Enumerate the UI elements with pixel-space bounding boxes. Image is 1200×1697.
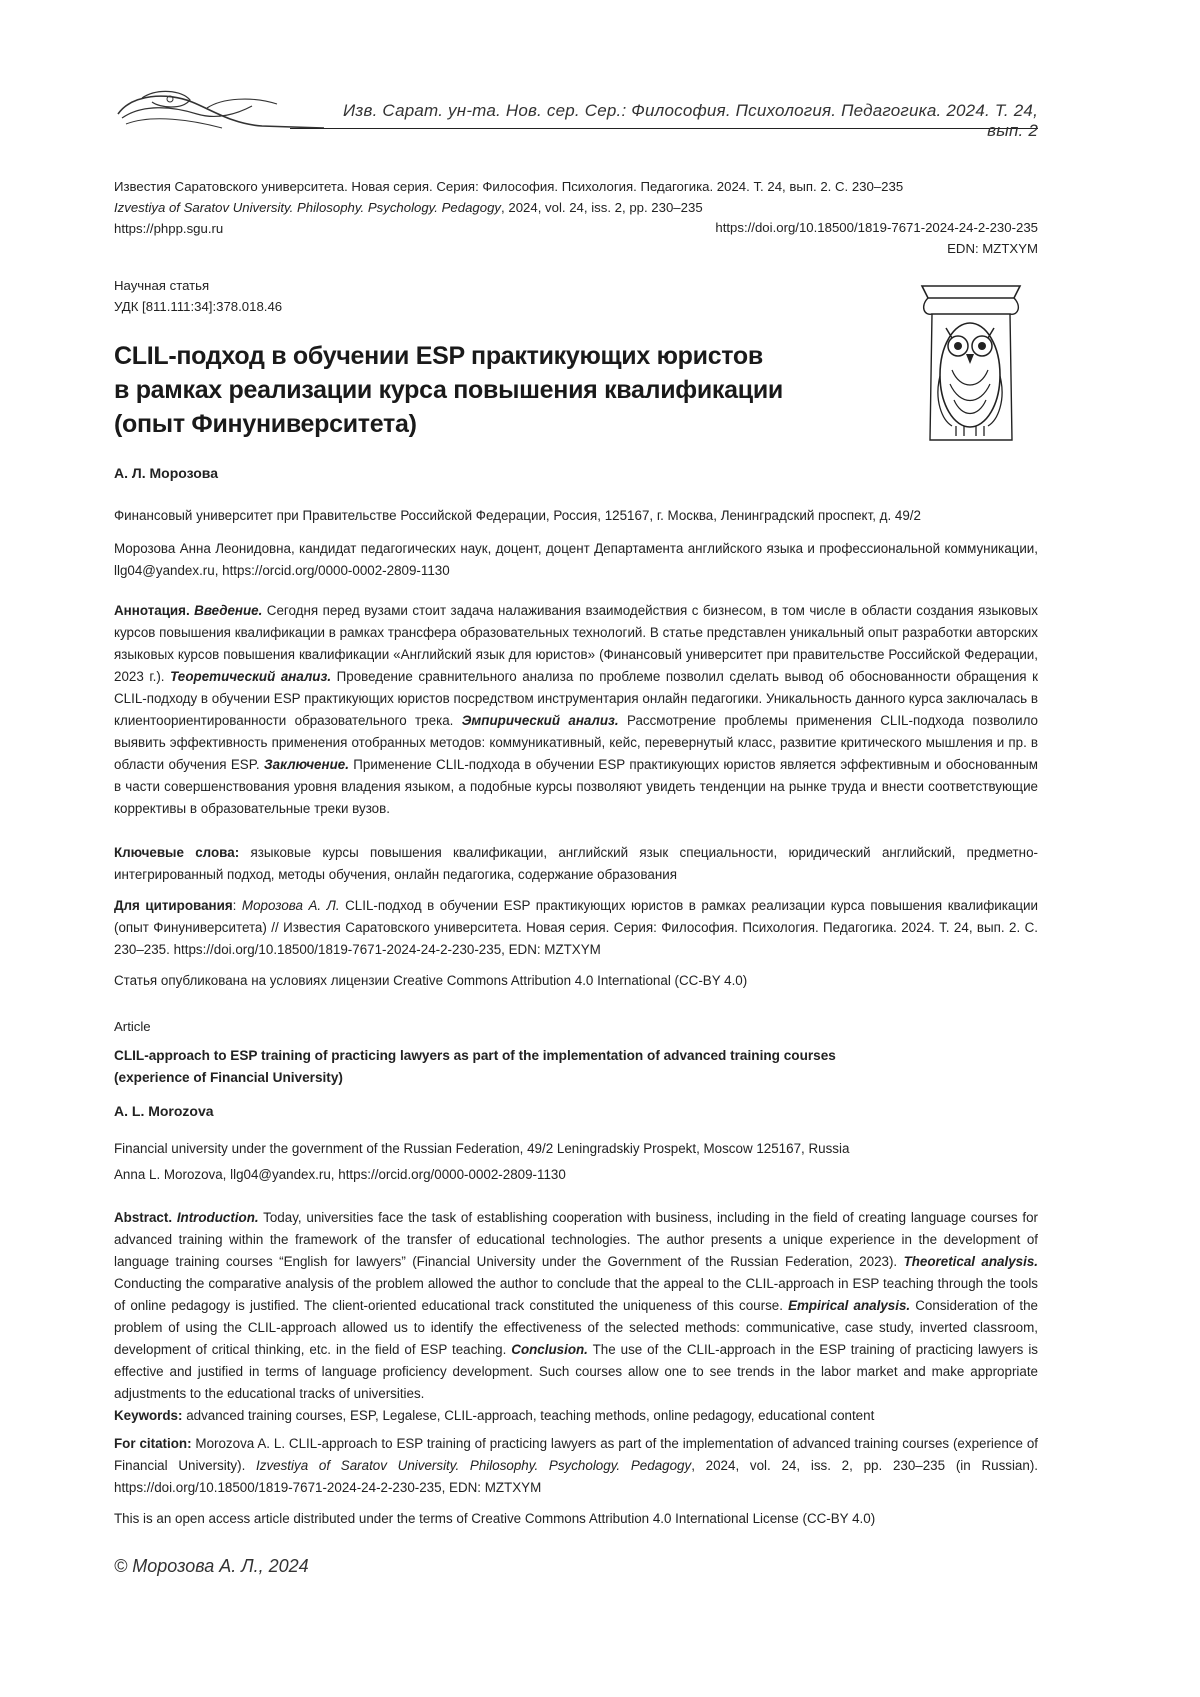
author-info-en: Anna L. Morozova, llg04@yandex.ru, https://orcid.org/0000-0002-2809-1130 — [114, 1167, 566, 1182]
article-type-ru: Научная статья — [114, 278, 210, 293]
abstract-ru-text: Применение CLIL-подхода в обучении ESP практикующих юристов является эффективным и обоснованным в части совершенствования уровня владения языком, а подобные курсы позволяют увидеть тенденции на рынке труда и внести соответствующие коррективы в образовательные треки вузов. — [114, 757, 1038, 816]
cite-en-text: , 2024, vol. 24, iss. 2, pp. 230–235 (in Russian). https://doi.org/10.18500/1819-7671-2024-24-2-230-235, EDN: MZTXYM — [114, 1458, 1039, 1495]
abstract-ru-heading: Эмпирический анализ. — [461, 713, 619, 728]
cite-en-journal: Izvestiya of Saratov University. Philosophy. Psychology. Pedagogy — [256, 1458, 692, 1473]
cite-ru-text: CLIL-подход в обучении ESP практикующих юристов в рамках реализации курса повышения квалификации (опыт Финуниверситета) // Известия Саратовского университета. Новая серия. Серия: Философия. Психология. Педагогика. 2024. Т. 24, вып. 2. С. 230–235. https://doi.org/10.18500/1819-7671-2024-24-2-230-235, EDN: MZTXYM — [114, 898, 1038, 957]
author-ru: А. Л. Морозова — [114, 465, 218, 481]
abstract-en-text: Conducting the comparative analysis of the problem allowed the author to conclude that the appeal to the CLIL-approach in ESP teaching through the tools of online pedagogy is justified. The client-oriented educational track constituted the uniqueness of this course. — [114, 1276, 1038, 1313]
title-ru — [114, 339, 914, 441]
author-en: A. L. Morozova — [114, 1103, 214, 1119]
title-ru-line: в рамках реализации курса повышения квалификации — [114, 376, 783, 404]
abstract-en-text: Consideration of the problem of using the CLIL-approach allowed us to identify the effectiveness of the selected methods: communicative, case study, inverted classroom, development of critical thinking, etc. in the field of ESP teaching. — [114, 1298, 1038, 1357]
cite-en — [114, 1433, 1038, 1499]
abstract-ru — [114, 600, 1038, 820]
journal-ornament-icon — [112, 84, 327, 134]
cite-en-text: Morozova A. L. CLIL-approach to ESP training of practicing lawyers as part of the implementation of advanced training courses (experience of Financial University). — [114, 1436, 1038, 1473]
abstract-en — [114, 1207, 1038, 1405]
abstract-en-text: The use of the CLIL-approach in the ESP training of practicing lawyers is effective and justified in terms of language proficiency development. Such courses allow one to see trends in the labor market and make appropriate adjustments to the educational tracks of universities. — [114, 1342, 1038, 1401]
edn-code: EDN: MZTXYM — [947, 241, 1038, 256]
site-url-link[interactable]: https://phpp.sgu.ru — [114, 221, 224, 236]
license-ru: Статья опубликована на условиях лицензии Creative Commons Attribution 4.0 International (CC-BY 4.0) — [114, 973, 748, 988]
title-ru-line: CLIL-подход в обучении ESP практикующих юристов — [114, 342, 763, 370]
keywords-ru-text: языковые курсы повышения квалификации, английский язык специальности, юридический английский, предметно-интегрированный подход, методы обучения, онлайн педагогика, содержание образования — [114, 845, 1038, 882]
owl-emblem-icon — [916, 280, 1026, 448]
abstract-ru-text: Сегодня перед вузами стоит задача налаживания взаимодействия с бизнесом, в том числе в области создания языковых курсов повышения квалификации в рамках трансфера образовательных технологий. В статье представлен уникальный опыт разработки авторских языковых курсов повышения квалификации «Английский язык для юристов» (Финансовый университет при правительстве Российской Федерации, 2023 г.). — [114, 603, 1038, 684]
abstract-ru-label: Аннотация. — [114, 603, 190, 618]
title-en — [114, 1045, 1038, 1089]
article-type-en: Article — [114, 1019, 151, 1034]
abstract-en-heading: Empirical analysis. — [788, 1298, 911, 1313]
abstract-en-label: Abstract. — [114, 1210, 173, 1225]
keywords-en — [114, 1405, 1038, 1427]
abstract-ru-text: Рассмотрение проблемы применения CLIL-подхода позволило выявить эффективность применения отобранных методов: коммуникативный, кейс, перевернутый класс, развитие критического мышления и пр. в области обучения ESP. — [114, 713, 1038, 772]
license-en: This is an open access article distributed under the terms of Creative Commons Attribution 4.0 International License (CC-BY 4.0) — [114, 1511, 876, 1526]
abstract-en-text: Today, universities face the task of establishing cooperation with business, including in the field of creating language courses for advanced training within the framework of the transfer of educational technologies. The author presents a unique experience in the development of language training courses “English for lawyers” (Financial University under the Government of the Russian Federation, 2023). — [114, 1210, 1038, 1269]
keywords-ru-label: Ключевые слова: — [114, 845, 240, 860]
abstract-ru-heading: Теоретический анализ. — [170, 669, 332, 684]
title-en-line: (experience of Financial University) — [114, 1070, 343, 1085]
doi-link[interactable]: https://doi.org/10.18500/1819-7671-2024-24-2-230-235 — [715, 220, 1038, 235]
copyright: © Морозова А. Л., 2024 — [114, 1556, 309, 1576]
cite-ru: Для цитирования: Морозова А. Л. CLIL-подход в обучении ESP практикующих юристов в рамках реализации курса повышения квалификации (опыт Финуниверситета) // Известия Саратовского университета. Новая серия. Серия: Философия. Психология. Педагогика. 2024. Т. 24, вып. 2. С. 230–235. https://doi.org/10.18500/1819-7671-2024-24-2-230-235, EDN: MZTXYM — [114, 898, 1038, 957]
abstract-ru-heading: Заключение. — [264, 757, 349, 772]
keywords-ru — [114, 842, 1038, 886]
abstract-ru-text: Проведение сравнительного анализа по проблеме позволил сделать вывод об обоснованности обращения к CLIL-подходу в обучении ESP практикующих юристов посредством инструментария онлайн педагогики. Уникальность данного курса заключалась в клиентоориентированности образовательного трека. — [114, 669, 1038, 728]
citation-en-journal: Izvestiya of Saratov University. Philosophy. Psychology. Pedagogy — [114, 200, 502, 215]
udk-code: УДК [811.111:34]:378.018.46 — [114, 299, 283, 314]
abstract-ru-heading: Введение. — [194, 603, 263, 618]
abstract-en-heading: Conclusion. — [511, 1342, 588, 1357]
abstract-en-heading: Introduction. — [176, 1210, 259, 1225]
title-en-line: CLIL-approach to ESP training of practicing lawyers as part of the implementation of advanced training courses — [114, 1048, 836, 1063]
citation-en-rest: , 2024, vol. 24, iss. 2, pp. 230–235 — [501, 200, 703, 215]
affiliation-ru: Финансовый университет при Правительстве Российской Федерации, Россия, 125167, г. Москва, Ленинградский проспект, д. 49/2 — [114, 508, 921, 523]
abstract-en-heading: Theoretical analysis. — [903, 1254, 1038, 1269]
affiliation-en: Financial university under the government of the Russian Federation, 49/2 Leningradskiy Prospekt, Moscow 125167, Russia — [114, 1141, 850, 1156]
title-ru-line: (опыт Финуниверситета) — [114, 410, 417, 438]
running-header: Изв. Сарат. ун-та. Нов. сер. Сер.: Философия. Психология. Педагогика. 2024. Т. 24, вып. 2 — [343, 101, 1038, 140]
author-info-ru: Морозова Анна Леонидовна, кандидат педагогических наук, доцент, доцент Департамента английского языка и профессиональной коммуникации, llg04@yandex.ru, https://orcid.org/0000-0002-2809-1130 — [114, 541, 1038, 578]
cite-ru-label: Для цитирования — [114, 898, 233, 913]
citation-en — [114, 197, 703, 218]
cite-ru-author: Морозова А. Л. — [241, 898, 340, 913]
cite-en-label: For citation: — [114, 1436, 192, 1451]
keywords-en-text: advanced training courses, ESP, Legalese, CLIL-approach, teaching methods, online pedagogy, educational content — [182, 1408, 875, 1423]
citation-ru: Известия Саратовского университета. Новая серия. Серия: Философия. Психология. Педагогика. 2024. Т. 24, вып. 2. С. 230–235 — [114, 179, 904, 194]
keywords-en-label: Keywords: — [114, 1408, 183, 1423]
